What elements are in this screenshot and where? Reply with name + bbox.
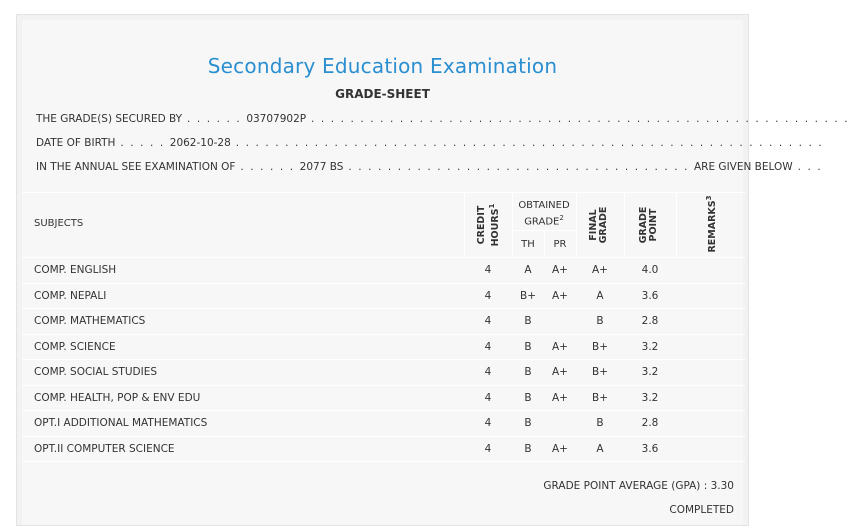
credit-hours-cell: 4 bbox=[484, 315, 492, 327]
page-subtitle: GRADE-SHEET bbox=[335, 87, 430, 101]
dob-label: DATE OF BIRTH bbox=[36, 137, 116, 149]
dob-line: DATE OF BIRTH . . . . . 2062-10-28 . . . . . . . . . . . . . . . . . . . . . . . . . . . . . . . . . . . . . . . . . . . . . . . . . . . . . . . . . . . . bbox=[36, 137, 824, 149]
credit-hours-cell: 4 bbox=[484, 366, 492, 378]
exam-line: IN THE ANNUAL SEE EXAMINATION OF . . . . . . 2077 BS . . . . . . . . . . . . . . . . . . . . . . . . . . . . . . . . . . . ARE GIVEN BELOW . . . bbox=[36, 161, 823, 173]
theory-grade-cell: B bbox=[524, 417, 532, 429]
secured-by-line: THE GRADE(S) SECURED BY . . . . . . 03707902P . . . . . . . . . . . . . . . . . . . . . . . . . . . . . . . . . . . . . . . . . . . . . . . . . . . . . . . bbox=[36, 113, 849, 125]
subject-cell: COMP. ENGLISH bbox=[34, 264, 117, 276]
theory-grade-cell: B+ bbox=[519, 289, 536, 302]
practical-grade-cell: A+ bbox=[552, 340, 568, 353]
final-grade-cell: A bbox=[596, 289, 604, 302]
symbol-number: 03707902P bbox=[246, 113, 307, 125]
final-grade-cell: A+ bbox=[592, 264, 608, 276]
header-th: TH bbox=[521, 239, 535, 250]
practical-grade-cell: A+ bbox=[552, 366, 568, 378]
header-final-grade: FINAL GRADE bbox=[588, 206, 609, 244]
gpa-summary: GRADE POINT AVERAGE (GPA) : 3.30 bbox=[543, 480, 734, 492]
credit-hours-cell: 4 bbox=[484, 289, 492, 302]
header-pr: PR bbox=[553, 239, 567, 250]
credit-hours-cell: 4 bbox=[484, 391, 492, 404]
subject-cell: COMP. SOCIAL STUDIES bbox=[34, 366, 158, 378]
theory-grade-cell: B bbox=[524, 391, 532, 404]
grade-point-cell: 3.2 bbox=[641, 340, 659, 353]
grade-point-cell: 2.8 bbox=[641, 417, 659, 429]
status-completed: COMPLETED bbox=[669, 504, 734, 516]
practical-grade-cell: A+ bbox=[552, 289, 568, 302]
credit-hours-cell: 4 bbox=[484, 340, 492, 353]
dob-value: 2062-10-28 bbox=[169, 137, 231, 149]
final-grade-cell: A bbox=[596, 442, 604, 455]
credit-hours-cell: 4 bbox=[484, 264, 492, 276]
theory-grade-cell: A bbox=[524, 264, 532, 276]
header-subjects: SUBJECTS bbox=[34, 218, 84, 229]
subject-cell: COMP. SCIENCE bbox=[34, 340, 116, 353]
header-remarks: REMARKS$^3$ bbox=[705, 195, 719, 253]
grade-point-cell: 4.0 bbox=[641, 264, 659, 276]
theory-grade-cell: B bbox=[524, 442, 532, 455]
header-obtained-grade: OBTAINED GRADE$^2$ bbox=[518, 200, 570, 228]
theory-grade-cell: B bbox=[524, 366, 532, 378]
final-grade-cell: B bbox=[596, 315, 604, 327]
grade-point-cell: 3.6 bbox=[641, 442, 659, 455]
subject-cell: OPT.I ADDITIONAL MATHEMATICS bbox=[34, 417, 208, 429]
grade-sheet-panel bbox=[16, 14, 849, 526]
practical-grade-cell: A+ bbox=[552, 264, 568, 276]
secured-by-label: THE GRADE(S) SECURED BY bbox=[36, 113, 183, 125]
final-grade-cell: B+ bbox=[591, 391, 608, 404]
header-credit-hours: CREDIT HOURS$^1$ bbox=[476, 203, 502, 247]
exam-suffix: ARE GIVEN BELOW bbox=[693, 161, 793, 173]
final-grade-cell: B+ bbox=[591, 366, 608, 378]
grade-sheet-inner bbox=[22, 20, 849, 525]
subject-cell: COMP. NEPALI bbox=[34, 289, 107, 302]
exam-year: 2077 BS bbox=[299, 161, 344, 173]
exam-label: IN THE ANNUAL SEE EXAMINATION OF bbox=[36, 161, 236, 173]
subject-cell: OPT.II COMPUTER SCIENCE bbox=[34, 442, 175, 455]
grade-point-cell: 3.2 bbox=[641, 391, 659, 404]
grade-point-cell: 3.2 bbox=[641, 366, 659, 378]
final-grade-cell: B bbox=[596, 417, 604, 429]
grades-table bbox=[22, 192, 745, 460]
theory-grade-cell: B bbox=[524, 340, 532, 353]
subject-cell: COMP. MATHEMATICS bbox=[34, 315, 146, 327]
practical-grade-cell: A+ bbox=[552, 391, 568, 404]
credit-hours-cell: 4 bbox=[484, 442, 492, 455]
final-grade-cell: B+ bbox=[591, 340, 608, 353]
header-grade-point: GRADE POINT bbox=[638, 206, 659, 244]
practical-grade-cell: A+ bbox=[552, 442, 568, 455]
grade-point-cell: 2.8 bbox=[641, 315, 659, 327]
credit-hours-cell: 4 bbox=[484, 417, 492, 429]
subject-cell: COMP. HEALTH, POP & ENV EDU bbox=[34, 391, 201, 404]
page-title: Secondary Education Examination bbox=[207, 54, 558, 78]
grade-point-cell: 3.6 bbox=[641, 289, 659, 302]
theory-grade-cell: B bbox=[524, 315, 532, 327]
